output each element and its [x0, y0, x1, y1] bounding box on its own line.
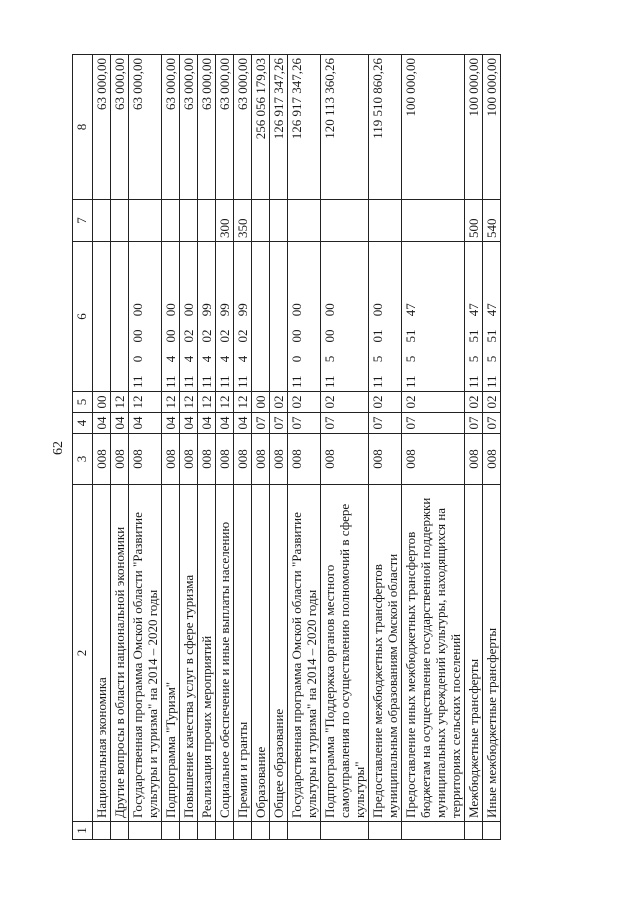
row-number-cell — [93, 822, 111, 840]
row-number-cell — [198, 822, 216, 840]
header-cell-7: 7 — [73, 200, 93, 242]
amount-cell: 63 000,00 — [198, 55, 216, 200]
ministry-code-cell: 008 — [198, 434, 216, 485]
target-article-cell: 11 5 51 47 — [483, 242, 501, 392]
budget-table-sheet — [72, 55, 538, 840]
subsection-code-cell: 12 — [234, 392, 252, 413]
amount-cell: 100 000,00 — [465, 55, 483, 200]
item-name-cell: Подпрограмма "Туризм" — [162, 485, 180, 822]
ministry-code-cell: 008 — [402, 434, 465, 485]
amount-cell: 63 000,00 — [111, 55, 129, 200]
header-cell-8: 8 — [73, 55, 93, 200]
section-code-cell: 07 — [402, 413, 465, 434]
section-code-cell: 04 — [129, 413, 162, 434]
ministry-code-cell: 008 — [216, 434, 234, 485]
page-number: 62 — [51, 441, 66, 455]
expense-type-cell — [93, 200, 111, 242]
target-article-cell: 11 4 02 99 — [198, 242, 216, 392]
header-cell-2: 2 — [73, 485, 93, 822]
expense-type-cell — [402, 200, 465, 242]
item-name-cell: Государственная программа Омской области "Развитие культуры и туризма" на 2014 – 2020 годы — [129, 485, 162, 822]
budget-table — [72, 54, 501, 840]
row-number-cell — [369, 822, 402, 840]
expense-type-cell — [180, 200, 198, 242]
table-row — [93, 55, 111, 840]
target-article-cell — [252, 242, 270, 392]
table-row — [288, 55, 321, 840]
section-code-cell: 07 — [465, 413, 483, 434]
expense-type-cell: 500 — [465, 200, 483, 242]
table-row — [252, 55, 270, 840]
row-number-cell — [321, 822, 369, 840]
amount-cell: 100 000,00 — [483, 55, 501, 200]
section-code-cell: 04 — [111, 413, 129, 434]
table-row — [198, 55, 216, 840]
expense-type-cell — [321, 200, 369, 242]
subsection-code-cell: 02 — [465, 392, 483, 413]
target-article-cell: 11 5 51 47 — [465, 242, 483, 392]
item-name-cell: Другие вопросы в области национальной экономики — [111, 485, 129, 822]
expense-type-cell — [270, 200, 288, 242]
row-number-cell — [402, 822, 465, 840]
row-number-cell — [234, 822, 252, 840]
item-name-cell: Иные межбюджетные трансферты — [483, 485, 501, 822]
table-row — [180, 55, 198, 840]
ministry-code-cell: 008 — [465, 434, 483, 485]
ministry-code-cell: 008 — [162, 434, 180, 485]
section-code-cell: 04 — [234, 413, 252, 434]
section-code-cell: 04 — [216, 413, 234, 434]
amount-cell: 63 000,00 — [93, 55, 111, 200]
target-article-cell: 11 5 00 00 — [321, 242, 369, 392]
target-article-cell: 11 0 00 00 — [129, 242, 162, 392]
ministry-code-cell: 008 — [111, 434, 129, 485]
expense-type-cell — [198, 200, 216, 242]
expense-type-cell: 540 — [483, 200, 501, 242]
table-row — [111, 55, 129, 840]
ministry-code-cell: 008 — [483, 434, 501, 485]
row-number-cell — [288, 822, 321, 840]
target-article-cell — [93, 242, 111, 392]
subsection-code-cell: 00 — [252, 392, 270, 413]
amount-cell: 63 000,00 — [162, 55, 180, 200]
subsection-code-cell: 00 — [93, 392, 111, 413]
target-article-cell — [270, 242, 288, 392]
subsection-code-cell: 12 — [198, 392, 216, 413]
section-code-cell: 07 — [288, 413, 321, 434]
header-cell-5: 5 — [73, 392, 93, 413]
target-article-cell: 11 0 00 00 — [288, 242, 321, 392]
expense-type-cell — [288, 200, 321, 242]
expense-type-cell — [129, 200, 162, 242]
section-code-cell: 04 — [93, 413, 111, 434]
subsection-code-cell: 02 — [483, 392, 501, 413]
row-number-cell — [180, 822, 198, 840]
amount-cell: 126 917 347,26 — [270, 55, 288, 200]
target-article-cell: 11 5 01 00 — [369, 242, 402, 392]
section-code-cell: 07 — [252, 413, 270, 434]
target-article-cell: 11 4 02 99 — [216, 242, 234, 392]
ministry-code-cell: 008 — [129, 434, 162, 485]
table-row — [216, 55, 234, 840]
row-number-cell — [270, 822, 288, 840]
target-article-cell — [111, 242, 129, 392]
expense-type-cell: 350 — [234, 200, 252, 242]
subsection-code-cell: 02 — [321, 392, 369, 413]
item-name-cell: Подпрограмма "Поддержка органов местного самоуправления по осуществлению полномочий в сфере культуры" — [321, 485, 369, 822]
item-name-cell: Национальная экономика — [93, 485, 111, 822]
target-article-cell: 11 4 00 00 — [162, 242, 180, 392]
table-row — [129, 55, 162, 840]
item-name-cell: Межбюджетные трансферты — [465, 485, 483, 822]
row-number-cell — [465, 822, 483, 840]
amount-cell: 119 510 860,26 — [369, 55, 402, 200]
table-row — [465, 55, 483, 840]
target-article-cell: 11 5 51 47 — [402, 242, 465, 392]
amount-cell: 256 056 179,03 — [252, 55, 270, 200]
section-code-cell: 07 — [483, 413, 501, 434]
header-row — [73, 55, 93, 840]
item-name-cell: Премии и гранты — [234, 485, 252, 822]
ministry-code-cell: 008 — [234, 434, 252, 485]
row-number-cell — [111, 822, 129, 840]
amount-cell: 100 000,00 — [402, 55, 465, 200]
expense-type-cell — [252, 200, 270, 242]
subsection-code-cell: 12 — [180, 392, 198, 413]
section-code-cell: 04 — [162, 413, 180, 434]
amount-cell: 120 113 360,26 — [321, 55, 369, 200]
table-row — [234, 55, 252, 840]
item-name-cell: Государственная программа Омской области "Развитие культуры и туризма" на 2014 – 2020 годы — [288, 485, 321, 822]
amount-cell: 126 917 347,26 — [288, 55, 321, 200]
item-name-cell: Образование — [252, 485, 270, 822]
amount-cell: 63 000,00 — [234, 55, 252, 200]
subsection-code-cell: 02 — [288, 392, 321, 413]
amount-cell: 63 000,00 — [129, 55, 162, 200]
header-cell-3: 3 — [73, 434, 93, 485]
section-code-cell: 07 — [321, 413, 369, 434]
section-code-cell: 04 — [180, 413, 198, 434]
expense-type-cell: 300 — [216, 200, 234, 242]
item-name-cell: Общее образование — [270, 485, 288, 822]
section-code-cell: 04 — [198, 413, 216, 434]
row-number-cell — [216, 822, 234, 840]
amount-cell: 63 000,00 — [180, 55, 198, 200]
row-number-cell — [129, 822, 162, 840]
table-row — [402, 55, 465, 840]
subsection-code-cell: 02 — [402, 392, 465, 413]
subsection-code-cell: 02 — [369, 392, 402, 413]
ministry-code-cell: 008 — [270, 434, 288, 485]
target-article-cell: 11 4 02 99 — [234, 242, 252, 392]
item-name-cell: Предоставление иных межбюджетных трансфертов бюджетам на осуществление государственной поддержки муниципальных учреждений культуры, находящихся на территориях сельских поселений — [402, 485, 465, 822]
item-name-cell: Реализация прочих мероприятий — [198, 485, 216, 822]
ministry-code-cell: 008 — [288, 434, 321, 485]
table-row — [270, 55, 288, 840]
expense-type-cell — [369, 200, 402, 242]
expense-type-cell — [111, 200, 129, 242]
item-name-cell: Повышение качества услуг в сфере туризма — [180, 485, 198, 822]
row-number-cell — [162, 822, 180, 840]
ministry-code-cell: 008 — [252, 434, 270, 485]
row-number-cell — [483, 822, 501, 840]
subsection-code-cell: 12 — [216, 392, 234, 413]
table-row — [162, 55, 180, 840]
ministry-code-cell: 008 — [93, 434, 111, 485]
header-cell-6: 6 — [73, 242, 93, 392]
section-code-cell: 07 — [369, 413, 402, 434]
subsection-code-cell: 12 — [111, 392, 129, 413]
item-name-cell: Предоставление межбюджетных трансфертов муниципальным образованиям Омской области — [369, 485, 402, 822]
subsection-code-cell: 02 — [270, 392, 288, 413]
amount-cell: 63 000,00 — [216, 55, 234, 200]
table-row — [483, 55, 501, 840]
target-article-cell: 11 4 02 00 — [180, 242, 198, 392]
subsection-code-cell: 12 — [129, 392, 162, 413]
item-name-cell: Социальное обеспечение и иные выплаты населению — [216, 485, 234, 822]
subsection-code-cell: 12 — [162, 392, 180, 413]
ministry-code-cell: 008 — [321, 434, 369, 485]
ministry-code-cell: 008 — [180, 434, 198, 485]
table-row — [321, 55, 369, 840]
section-code-cell: 07 — [270, 413, 288, 434]
table-body — [73, 55, 501, 840]
header-cell-4: 4 — [73, 413, 93, 434]
table-row — [369, 55, 402, 840]
row-number-cell — [252, 822, 270, 840]
ministry-code-cell: 008 — [369, 434, 402, 485]
expense-type-cell — [162, 200, 180, 242]
header-cell-1: 1 — [73, 822, 93, 840]
